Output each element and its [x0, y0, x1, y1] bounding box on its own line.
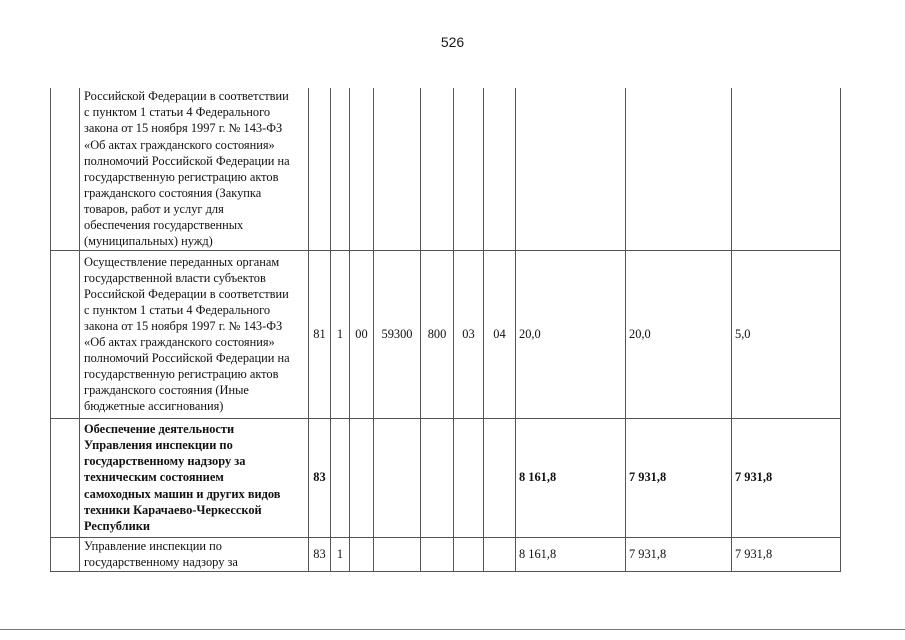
amount-year-1-cell: 8 161,8: [516, 418, 626, 537]
table-row: [51, 537, 841, 571]
amount-year-1-cell: 20,0: [516, 250, 626, 418]
program-code-cell: 1: [331, 250, 350, 418]
section-cell: [454, 537, 484, 571]
budget-table: [50, 88, 841, 572]
section-cell: [454, 418, 484, 537]
row-name-cell: Обеспечение деятельности Управления инспекции по государственному надзору за техническим состоянием самоходных машин и других видов техники Карачаево-Черкесской Республики: [80, 418, 309, 537]
scan-edge-line: [0, 629, 905, 630]
program-code-cell: [331, 418, 350, 537]
row-name-cell: Осуществление переданных органам государственной власти субъектов Российской Федерации в соответствии с пунктом 1 статьи 4 Федерального закона от 15 ноября 1997 г. № 143-ФЗ «Об актах гражданского состояния» полномочий Российской Федерации на государственную регистрацию актов гражданского состояния (Иные бюджетные ассигнования): [80, 250, 309, 418]
amount-year-3-cell: 7 931,8: [732, 418, 841, 537]
table-row: [51, 88, 841, 250]
page-number: 526: [440, 34, 465, 50]
subprogram-code-cell: [350, 537, 374, 571]
direction-code-cell: [374, 418, 421, 537]
subprogram-code-cell: [350, 418, 374, 537]
row-marker-cell: [51, 250, 80, 418]
amount-year-3-cell: 7 931,8: [732, 537, 841, 571]
admin-code-cell: 81: [309, 250, 331, 418]
subsection-cell: [484, 418, 516, 537]
program-code-cell: 1: [331, 537, 350, 571]
direction-code-cell: [374, 88, 421, 250]
amount-year-1-cell: [516, 88, 626, 250]
expense-type-cell: [421, 537, 454, 571]
direction-code-cell: 59300: [374, 250, 421, 418]
table-row: [51, 418, 841, 537]
amount-year-1-cell: 8 161,8: [516, 537, 626, 571]
amount-year-2-cell: 7 931,8: [626, 537, 732, 571]
subprogram-code-cell: [350, 88, 374, 250]
row-marker-cell: [51, 88, 80, 250]
amount-year-2-cell: [626, 88, 732, 250]
amount-year-3-cell: [732, 88, 841, 250]
section-cell: [454, 88, 484, 250]
amount-year-2-cell: 20,0: [626, 250, 732, 418]
subprogram-code-cell: 00: [350, 250, 374, 418]
expense-type-cell: 800: [421, 250, 454, 418]
admin-code-cell: 83: [309, 537, 331, 571]
admin-code-cell: 83: [309, 418, 331, 537]
row-name-cell: Российской Федерации в соответствии с пунктом 1 статьи 4 Федерального закона от 15 ноября 1997 г. № 143-ФЗ «Об актах гражданского состояния» полномочий Российской Федерации на государственную регистрацию актов гражданского состояния (Закупка товаров, работ и услуг для обеспечения государственных (муниципальных) нужд): [80, 88, 309, 250]
expense-type-cell: [421, 88, 454, 250]
row-marker-cell: [51, 537, 80, 571]
table-row: [51, 250, 841, 418]
row-marker-cell: [51, 418, 80, 537]
direction-code-cell: [374, 537, 421, 571]
amount-year-2-cell: 7 931,8: [626, 418, 732, 537]
admin-code-cell: [309, 88, 331, 250]
section-cell: 03: [454, 250, 484, 418]
expense-type-cell: [421, 418, 454, 537]
subsection-cell: 04: [484, 250, 516, 418]
subsection-cell: [484, 537, 516, 571]
program-code-cell: [331, 88, 350, 250]
amount-year-3-cell: 5,0: [732, 250, 841, 418]
subsection-cell: [484, 88, 516, 250]
row-name-cell: Управление инспекции по государственному надзору за: [80, 537, 309, 571]
